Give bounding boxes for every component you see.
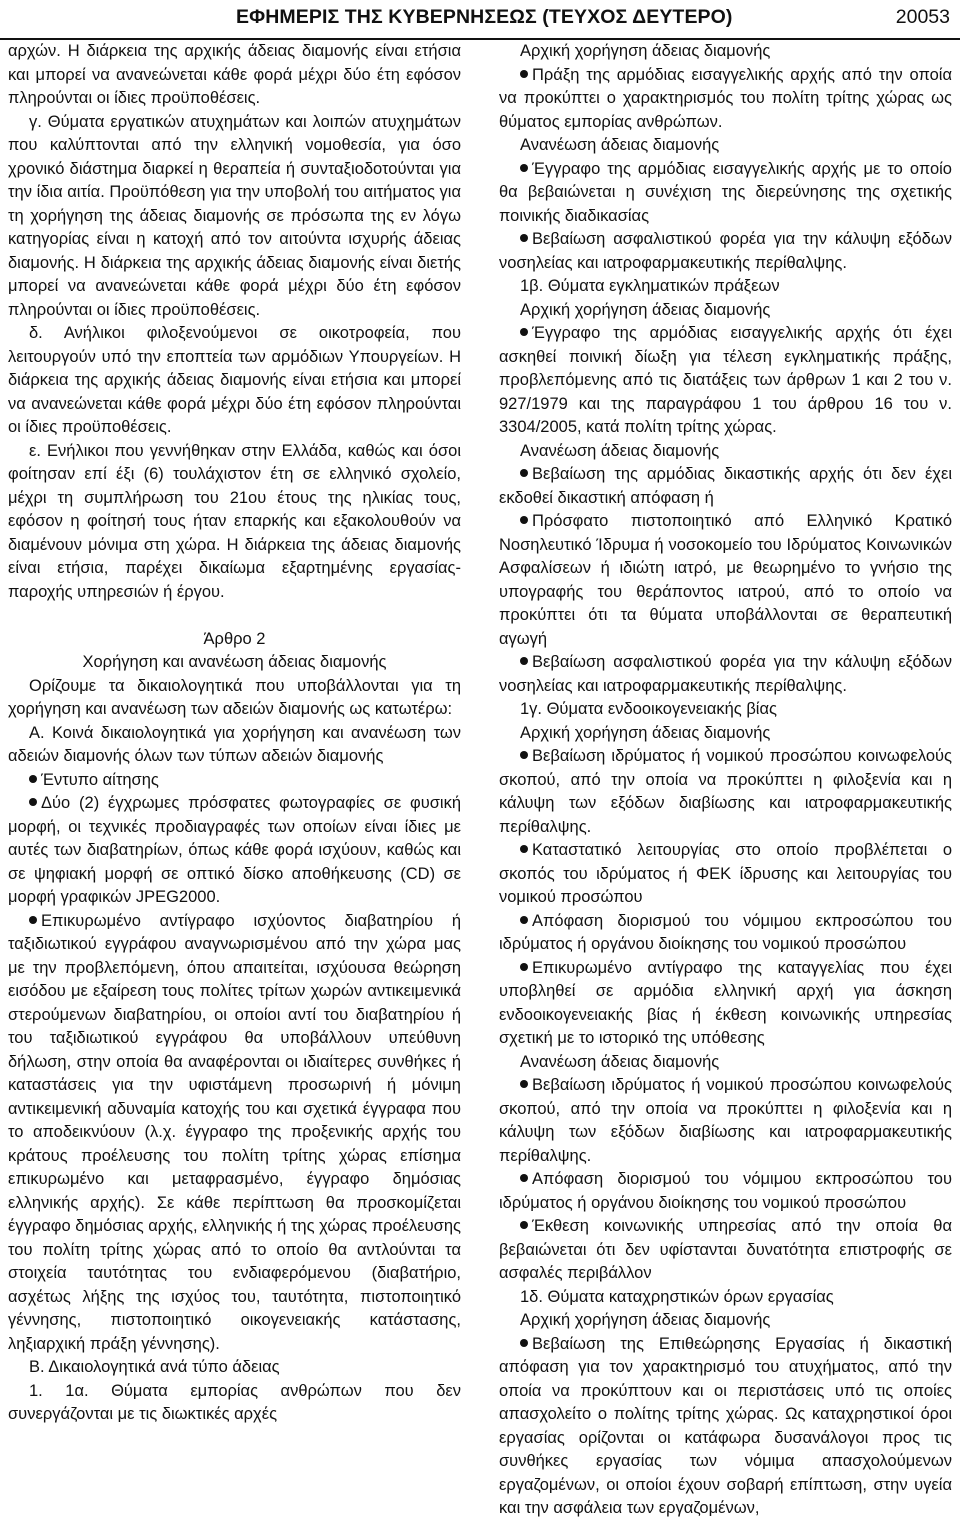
- spacer: [8, 604, 461, 628]
- bullet-icon: [29, 798, 37, 806]
- paragraph: [499, 275, 952, 299]
- bullet-icon: [520, 469, 528, 477]
- page-number: 20053: [895, 6, 950, 28]
- paragraph: [8, 40, 461, 111]
- paragraph: [499, 1286, 952, 1310]
- bullet-icon: [520, 751, 528, 759]
- paragraph-text: Πρόσφατο πιστοποιητικό από Ελληνικό Κρατικό Νοσηλευτικό Ίδρυμα ή νοσοκομείο του Ιδρύματος Κοινωνικών Ασφαλίσεων ή ιδιώτη ιατρό, με θεωρημένο το γνήσιο της υπογραφής του θεράποντος ιατρού, από το οποίο να προκύπτει ότι τα θύματα υποβάλλονται σε θεραπευτική αγωγή: [499, 512, 952, 648]
- bullet-item: [499, 839, 952, 910]
- paragraph-text: Βεβαίωση ασφαλιστικού φορέα για την κάλυψη εξόδων νοσηλείας και ιατροφαρμακευτικής περίθαλψης.: [499, 230, 952, 272]
- paragraph-text: Έκθεση κοινωνικής υπηρεσίας από την οποία θα βεβαιώνεται ότι δεν υφίστανται δυνατότητα επιστροφής σε ασφαλές περιβάλλον: [499, 1217, 952, 1282]
- bullet-icon: [29, 916, 37, 924]
- bullet-item: [8, 910, 461, 1357]
- bullet-icon: [520, 70, 528, 78]
- paragraph: [8, 675, 461, 722]
- paragraph-text: Απόφαση διορισμού του νόμιμου εκπροσώπου του ιδρύματος ή οργάνου διοίκησης του νομικού προσώπου: [499, 911, 952, 953]
- paragraph: [8, 1356, 461, 1380]
- paragraph-text: γ. Θύματα εργατικών ατυχημάτων και λοιπών ατυχημάτων που καλύπτονται από την ελληνική νομοθεσία, για όσο χρονικό διάστημα διαρκεί η θεραπεία ή συνταξιοδοτούνται για την ίδια αιτία. Προϋπόθεση για την υποβολή του αιτήματος για τη χορήγηση της άδειας διαμονής σε πρόσωπα της εν λόγω κατηγορίας είναι η κατοχή από τον αιτούντα ισχυρής άδειας διαμονής. Η διάρκεια της αρχικής άδειας διαμονής είναι διετής μπορεί να ανανεώνεται κάθε φορά μέχρι δύο έτη εφόσον πληρούνται οι ίδιες προϋποθέσεις.: [8, 112, 461, 319]
- bullet-item: [499, 228, 952, 275]
- paragraph-text: Ορίζουμε τα δικαιολογητικά που υποβάλλονται για τη χορήγηση και ανανέωση των αδειών διαμονής ως κατωτέρω:: [8, 676, 461, 718]
- bullet-item: [499, 1168, 952, 1215]
- bullet-icon: [520, 234, 528, 242]
- bullet-item: [499, 322, 952, 440]
- bullet-item: [499, 64, 952, 135]
- paragraph: [8, 111, 461, 323]
- paragraph-text: Πράξη της αρμόδιας εισαγγελικής αρχής από την οποία να προκύπτει ο χαρακτηρισμός του πολίτη τρίτης χώρας ως θύματος εμπορίας ανθρώπων.: [499, 65, 952, 131]
- bullet-item: [499, 957, 952, 1051]
- gazette-title: ΕΦΗΜΕΡΙΣ ΤΗΣ ΚΥΒΕΡΝΗΣΕΩΣ (ΤΕΥΧΟΣ ΔΕΥΤΕΡΟ): [236, 6, 733, 28]
- paragraph: [499, 698, 952, 722]
- paragraph-text: αρχών. Η διάρκεια της αρχικής άδειας διαμονής είναι ετήσια και μπορεί να ανανεώνεται κάθε φορά μέχρι δύο έτη εφόσον πληρούνται οι ίδιες προϋποθέσεις.: [8, 42, 461, 107]
- paragraph-text: Έντυπο αίτησης: [41, 770, 159, 789]
- bullet-item: [499, 1215, 952, 1286]
- paragraph: [499, 134, 952, 158]
- section-heading: [8, 651, 461, 675]
- paragraph-text: Καταστατικό λειτουργίας στο οποίο προβλέπεται ο σκοπός του ιδρύματος ή ΦΕΚ ίδρυσης και λειτουργίας του νομικού προσώπου: [499, 841, 952, 906]
- paragraph: [499, 440, 952, 464]
- bullet-item: [499, 510, 952, 651]
- paragraph: [8, 440, 461, 605]
- bullet-item: [499, 1333, 952, 1521]
- bullet-icon: [520, 328, 528, 336]
- bullet-icon: [520, 1339, 528, 1347]
- paragraph-text: Βεβαίωση ασφαλιστικού φορέα για την κάλυψη εξόδων νοσηλείας και ιατροφαρμακευτικής περίθαλψης.: [499, 653, 952, 695]
- paragraph-text: Αρχική χορήγηση άδειας διαμονής: [520, 723, 771, 742]
- paragraph-text: Βεβαίωση της Επιθεώρησης Εργασίας ή δικαστική απόφαση για τον χαρακτηρισμό του ατυχήματος, από την οποία να προκύπτουν και οι περιστάσεις υπό τις οποίες απασχολείτο ο πολίτης τρίτης χώρας. Ως καταχρηστικοί όροι εργασίας ορίζονται οι κατάφωρα δυσανάλογοι προς τις συνθήκες εργασίας των νόμιμα απασχολούμενων εργαζομένων, οι οποίοι έχουν σοβαρή επίπτωση, στην υγεία και την ασφάλεια των εργαζομένων,: [499, 1334, 952, 1517]
- paragraph-text: Ανανέωση άδειας διαμονής: [520, 136, 720, 154]
- paragraph-text: Έγγραφο της αρμόδιας εισαγγελικής αρχής ότι έχει ασκηθεί ποινική δίωξη για τέλεση εγκληματικής πράξης, προβλεπόμενης από τις διατάξεις των άρθρων 1 και 2 του ν. 927/1979 και της παραγράφου 1 του άρθρου 16 του ν. 3304/2005, κατά πολίτη τρίτης χώρας.: [499, 324, 952, 436]
- paragraph-text: Απόφαση διορισμού του νόμιμου εκπροσώπου του ιδρύματος ή οργάνου διοίκησης του νομικού προσώπου: [499, 1170, 952, 1212]
- bullet-icon: [520, 963, 528, 971]
- section-heading: [8, 628, 461, 652]
- bullet-icon: [29, 775, 37, 783]
- paragraph: [8, 1380, 461, 1427]
- paragraph-text: Χορήγηση και ανανέωση άδειας διαμονής: [82, 653, 387, 671]
- paragraph-text: Αρχική χορήγηση άδειας διαμονής: [520, 1311, 771, 1329]
- bullet-icon: [520, 516, 528, 524]
- bullet-item: [499, 158, 952, 229]
- paragraph-text: Βεβαίωση ιδρύματος ή νομικού προσώπου κοινωφελούς σκοπού, από την οποία να προκύπτει η φιλοξενία και η κάλυψη των εξόδων διαβίωσης και ιατροφαρμακευτικής περίθαλψης.: [499, 747, 952, 836]
- page-header: [0, 0, 960, 40]
- paragraph-text: 1. 1α. Θύματα εμπορίας ανθρώπων που δεν συνεργάζονται με τις διωκτικές αρχές: [8, 1381, 461, 1423]
- paragraph-text: Επικυρωμένο αντίγραφο της καταγγελίας που έχει υποβληθεί σε αρμόδια ελληνική αρχή για άσκηση ενδοοικογενειακής βίας ή έκθεση κοινωνικής υπηρεσίας σχετική με το ιστορικό της υπόθεσης: [499, 958, 952, 1047]
- paragraph: [499, 722, 952, 746]
- bullet-item: [8, 769, 461, 793]
- paragraph: [499, 1309, 952, 1333]
- paragraph-text: Α. Κοινά δικαιολογητικά για χορήγηση και ανανέωση των αδειών διαμονής όλων των τύπων αδειών διαμονής: [8, 723, 461, 765]
- paragraph-text: 1γ. Θύματα ενδοοικογενειακής βίας: [520, 700, 777, 718]
- paragraph-text: Επικυρωμένο αντίγραφο ισχύοντος διαβατηρίου ή ταξιδιωτικού εγγράφου αναγνωρισμένου από την χώρα μας με την προβλεπόμενη, όπου απαιτείται, ισχύουσα θεώρηση εισόδου με εξαίρεση τους πολίτες τρίτων χωρών αντικειμενικά στερούμενων διαβατηρίου, οι οποίοι αντί του διαβατηρίου ή του ταξιδιωτικού εγγράφου θα υποβάλλουν υπεύθυνη δήλωση, στην οποία θα αναφέρονται οι ιδιαίτερες συνθήκες ή καταστάσεις για την υφιστάμενη προσωρινή ή μόνιμη αντικειμενική αδυναμία κατοχής του και σχετικά έγγραφα που το αποδεικνύουν (λ.χ. έγγραφο της προξενικής αρχής του κράτους προέλευσης του πολίτη τρίτης χώρας επίσημα επικυρωμένο και μεταφρασμένο, έγγραφο δημόσιας ελληνικής αρχής). Σε κάθε περίπτωση θα προσκομίζεται έγγραφο δημόσιας αρχής, ελληνικής ή της χώρας προέλευσης του πολίτη τρίτης χώρας από το οποίο θα αντλούνται τα στοιχεία ταυτότητας του ενδιαφερόμενου (διαβατήριο, ασχέτως λήξης της ισχύος του, ταυτότητα, πιστοποιητικό γέννησης, πιστοποιητικό οικογενειακής κατάστασης, ληξιαρχική πράξη γέννησης).: [8, 911, 461, 1353]
- bullet-icon: [520, 916, 528, 924]
- paragraph-text: δ. Ανήλικοι φιλοξενούμενοι σε οικοτροφεία, που λειτουργούν υπό την εποπτεία των αρμόδιων Υπουργείων. Η διάρκεια της αρχικής άδειας διαμονής είναι ετήσια και μπορεί να ανανεώνεται κάθε φορά μέχρι δύο έτη εφόσον πληρούνται οι ίδιες προϋποθέσεις.: [8, 324, 461, 436]
- paragraph-text: Ανανέωση άδειας διαμονής: [520, 1052, 720, 1071]
- paragraph: [499, 1051, 952, 1075]
- paragraph-text: 1δ. Θύματα καταχρηστικών όρων εργασίας: [520, 1287, 834, 1306]
- bullet-icon: [520, 1221, 528, 1229]
- bullet-item: [499, 1074, 952, 1168]
- left-column: [8, 40, 461, 1427]
- paragraph: [499, 40, 952, 64]
- bullet-item: [499, 463, 952, 510]
- bullet-icon: [520, 1174, 528, 1182]
- paragraph-text: Β. Δικαιολογητικά ανά τύπο άδειας: [29, 1358, 280, 1376]
- paragraph-text: Έγγραφο της αρμόδιας εισαγγελικής αρχής με το οποίο θα βεβαιώνεται η συνέχιση της διερεύνησης της σχετικής ποινικής διαδικασίας: [499, 159, 952, 225]
- bullet-icon: [520, 164, 528, 172]
- bullet-item: [499, 651, 952, 698]
- bullet-item: [499, 745, 952, 839]
- paragraph-text: Αρχική χορήγηση άδειας διαμονής: [520, 42, 771, 60]
- bullet-icon: [520, 657, 528, 665]
- paragraph-text: Βεβαίωση της αρμόδιας δικαστικής αρχής ότι δεν έχει εκδοθεί δικαστική απόφαση ή: [499, 465, 952, 507]
- bullet-icon: [520, 1080, 528, 1088]
- bullet-item: [499, 910, 952, 957]
- right-column: [499, 40, 952, 1521]
- paragraph-text: Βεβαίωση ιδρύματος ή νομικού προσώπου κοινωφελούς σκοπού, από την οποία να προκύπτει η φιλοξενία και η κάλυψη των εξόδων διαβίωσης και ιατροφαρμακευτικής περίθαλψης.: [499, 1076, 952, 1165]
- bullet-item: [8, 792, 461, 910]
- paragraph-text: 1β. Θύματα εγκληματικών πράξεων: [520, 277, 780, 295]
- paragraph: [8, 722, 461, 769]
- bullet-icon: [520, 845, 528, 853]
- paragraph-text: ε. Ενήλικοι που γεννήθηκαν στην Ελλάδα, καθώς και όσοι φοίτησαν επί έξι (6) τουλάχιστον έτη σε ελληνικό σχολείο, μέχρι τη συμπλήρωση του 21ου έτους της ηλικίας τους, εφόσον η φοίτησή τους ήταν επαρκής και εξακολουθούν να διαμένουν μόνιμα στη χώρα. Η διάρκεια της άδειας διαμονής είναι ετήσια, παρέχει δικαίωμα εξαρτημένης εργασίας-παροχής υπηρεσιών ή έργου.: [8, 441, 461, 601]
- paragraph: [8, 322, 461, 440]
- paragraph-text: Δύο (2) έγχρωμες πρόσφατες φωτογραφίες σε φυσική μορφή, οι τεχνικές προδιαγραφές των οποίων είναι ίδιες με αυτές των διαβατηρίων, όπως κάθε φορά ισχύουν, καθώς και σε ψηφιακή μορφή σε οπτικό δίσκο αποθήκευσης (CD) σε μορφή γραφικών JPEG2000.: [8, 794, 461, 906]
- paragraph-text: Άρθρο 2: [203, 629, 266, 648]
- paragraph: [499, 299, 952, 323]
- paragraph-text: Ανανέωση άδειας διαμονής: [520, 441, 720, 460]
- paragraph-text: Αρχική χορήγηση άδειας διαμονής: [520, 300, 771, 319]
